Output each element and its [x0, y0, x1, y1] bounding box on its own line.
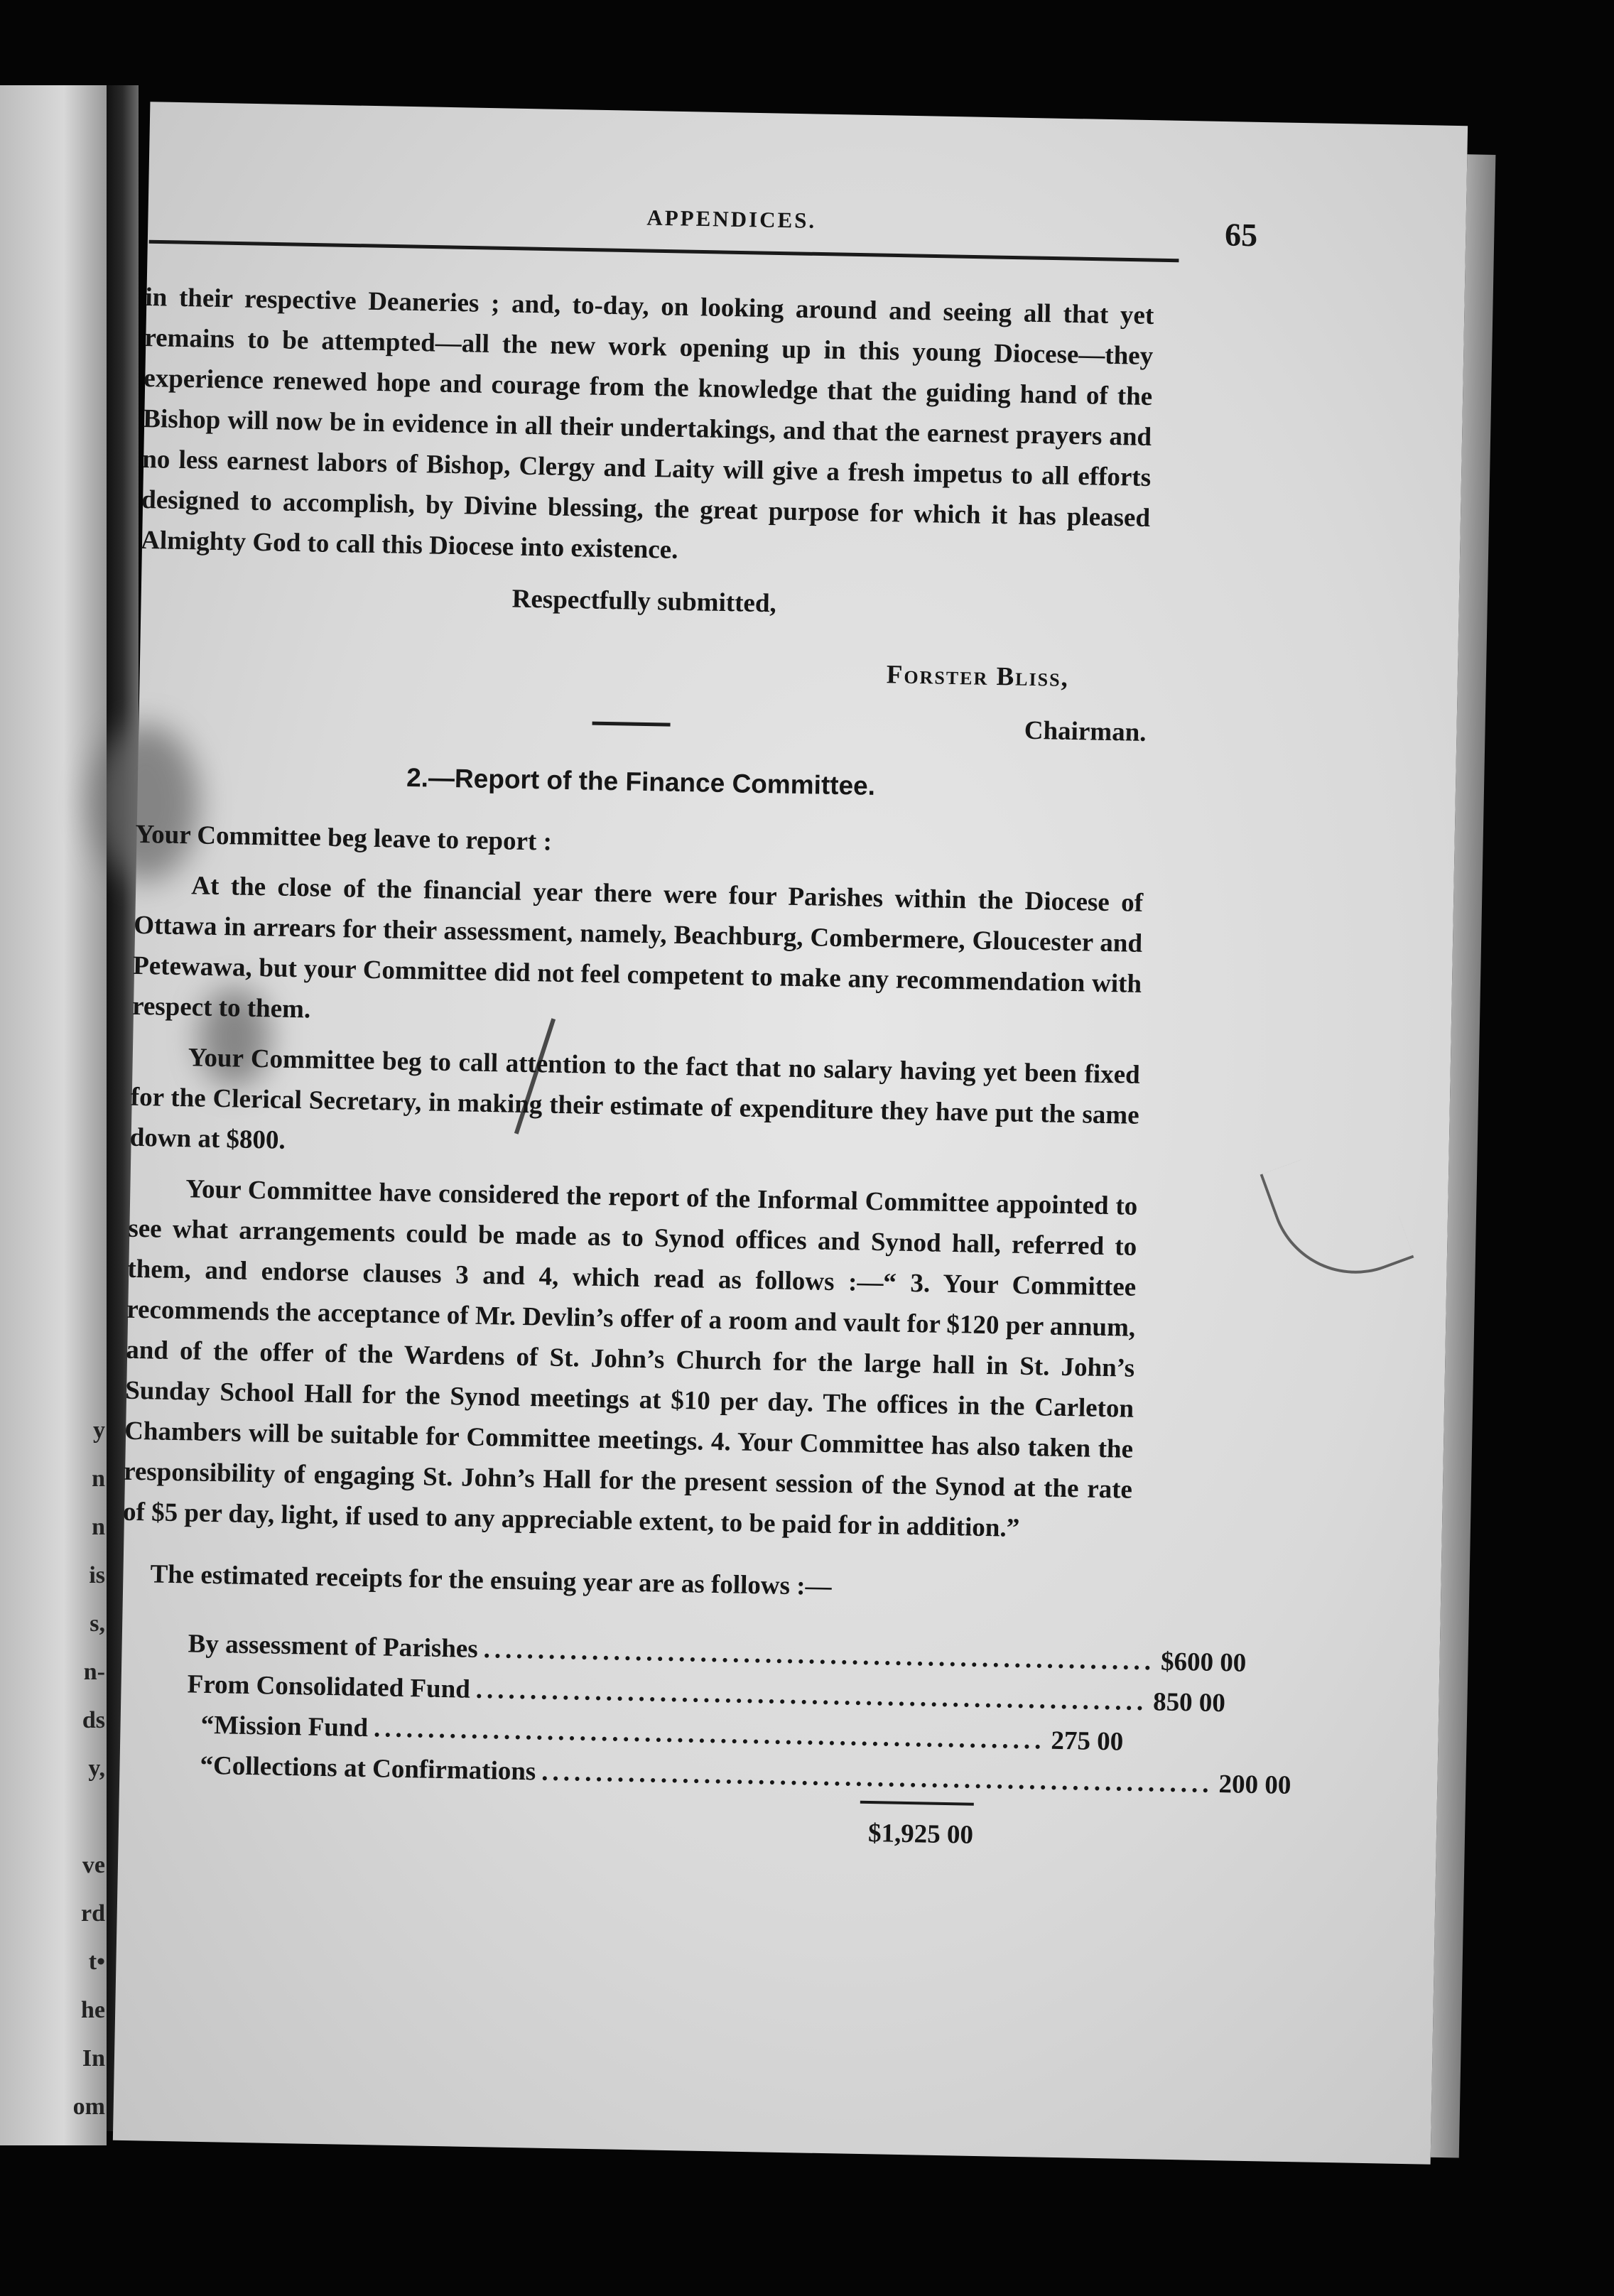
report-paragraph: Your Committee beg to call attention to the fact that no salary having yet been fixed for the Clerical Secretary, in making their estimate of expenditure they have put the same down at $800.	[129, 1043, 1141, 1155]
signoff: Respectfully submitted,	[511, 584, 777, 619]
signature-title: Chairman.	[1024, 715, 1147, 747]
fragment: t•	[88, 1949, 105, 1975]
section-heading: 2.—Report of the Finance Committee.	[406, 762, 876, 801]
fragment: n-	[83, 1659, 105, 1685]
fragment: ve	[82, 1852, 105, 1878]
report-intro: Your Committee beg leave to report :	[135, 819, 553, 857]
receipts-ledger	[185, 1623, 1291, 1855]
leader-dots: ..............................................................	[475, 1674, 1148, 1717]
leader-dots: ..............................................................	[373, 1713, 1046, 1755]
fragment: y,	[88, 1755, 105, 1782]
continuation-paragraph: in their respective Deaneries ; and, to-day, on looking around and seeing all that yet remains to be attempted—all the new work opening up in this young Diocese—they experience renewed hope and courage from the knowledge that the guiding hand of the Bishop will now be in evidence in all their undertakings, and that the earnest prayers and no less earnest labors of Bishop, Clergy and Laity will give a fresh impetus to all efforts designed to accomplish, by Divine blessing, the great purpose for which it has pleased Almighty God to call this Diocese into existence.	[140, 282, 1154, 565]
ledger-amount: 275 00	[1051, 1726, 1124, 1757]
fragment: s,	[90, 1610, 105, 1637]
page-edge	[1431, 154, 1496, 2157]
fragment: he	[81, 1997, 105, 2023]
ledger-amount: 850 00	[1152, 1687, 1226, 1718]
left-facing-page	[0, 85, 107, 2145]
ditto-mark: “	[200, 1750, 214, 1781]
signatory: Forster Bliss,	[886, 660, 1070, 693]
leader-dots: ..............................................................	[483, 1635, 1156, 1677]
ledger-total: $1,925 00	[867, 1819, 974, 1850]
ledger-label: Mission Fund	[213, 1711, 369, 1743]
ledger-label: Collections at Confirmations	[212, 1751, 536, 1787]
fragment: rd	[81, 1900, 105, 1927]
report-paragraph: Your Committee have considered the report of the Informal Committee appointed to see what arrangements could be made as to Synod offices and Synod hall, referred to them, and endorse clauses 3 and 4, which read as follows :—“ 3. Your Committee recommends the acceptance of Mr. Devlin’s offer of a room and vault for $120 per annum, and of the offer of the Wardens of St. John’s Church for the large hall in St. John’s Sunday School Hall for the Synod meetings at $10 per day. The offices in the Carleton Chambers will be suitable for Committee meetings. 4. Your Committee has also taken the responsibility of engaging St. John’s Hall for the present session of the Synod at the rate of $5 per day, light, if used to any appreciable extent, to be paid for in addition.”	[122, 1174, 1138, 1543]
ledger-amount: 200 00	[1218, 1770, 1291, 1800]
fragment: n	[92, 1466, 105, 1492]
estimates-intro: The estimated receipts for the ensuing year are as follows :—	[150, 1559, 832, 1601]
fragment: ds	[82, 1707, 105, 1733]
page-number: 65	[1224, 216, 1258, 254]
fragment: is	[89, 1562, 105, 1588]
ditto-mark: “	[200, 1710, 215, 1740]
fragment: In	[82, 2045, 105, 2072]
estimates-section	[117, 1554, 1291, 1858]
ledger-label: From Consolidated Fund	[187, 1669, 471, 1704]
fragment: n	[92, 1514, 105, 1540]
leader-dots: ..............................................................	[541, 1757, 1214, 1799]
page-body	[117, 277, 1291, 1858]
report-paragraph: At the close of the financial year there were four Parishes within the Diocese of Ottawa in arrears for their assessment, namely, Beachburg, Combermere, Gloucester and Petewawa, but your Committee did not feel competent to make any recommendation with respect to them.	[131, 871, 1144, 1024]
fragment	[27, 1793, 105, 1841]
ledger-amount: $600 00	[1160, 1647, 1247, 1678]
fragment: om	[72, 2094, 105, 2120]
signature-name	[139, 641, 1148, 700]
ledger-label: By assessment of Parishes	[188, 1629, 479, 1664]
fragment: y	[93, 1417, 105, 1444]
left-page-text-fragments	[27, 1407, 105, 2131]
running-head: APPENDICES.	[646, 205, 817, 233]
